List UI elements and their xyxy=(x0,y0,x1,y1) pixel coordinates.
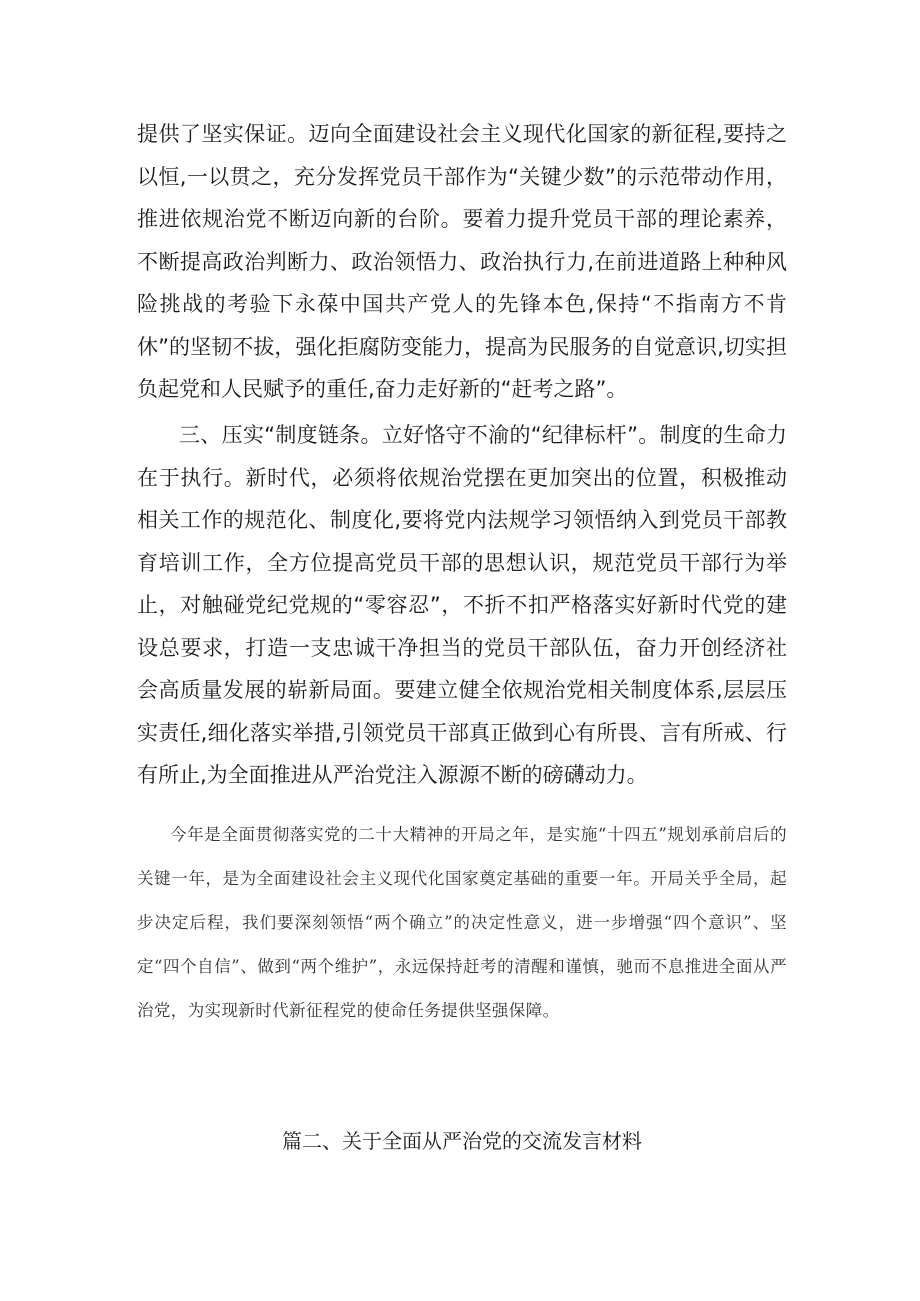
section-heading: 篇二、关于全面从严治党的交流发言材料 xyxy=(282,1129,642,1153)
body-paragraph-2: 三、压实“制度链条。立好恪守不渝的“纪律标杆”。制度的生命力在于执行。新时代，必须将依规治党摆在更加突出的位置，积极推动相关工作的规范化、制度化,要将党内法规学习领悟纳入到党员干部教育培训工作，全方位提高党员干部的思想认识，规范党员干部行为举止，对触碰党纪党规的“零容忍”，不折不扣严格落实好新时代党的建设总要求，打造一支忠诚干净担当的党员干部队伍，奋力开创经济社会高质量发展的崭新局面。要建立健全依规治党相关制度体系,层层压实责任,细化落实举措,引领党员干部真正做到心有所畏、言有所戒、行有所止,为全面推进从严治党注入源源不断的磅礴动力。 xyxy=(137,423,787,787)
body-paragraph-1: 提供了坚实保证。迈向全面建设社会主义现代化国家的新征程,要持之以恒,一以贯之，充分发挥党员干部作为“关键少数”的示范带动作用，推进依规治党不断迈向新的台阶。要着力提升党员干部的理论素养，不断提高政治判断力、政治领悟力、政治执行力,在前进道路上种种风险挑战的考验下永葆中国共产党人的先锋本色,保持“不指南方不肯休”的坚韧不拔，强化拒腐防变能力，提高为民服务的自觉意识,切实担负起党和人民赋予的重任,奋力走好新的“赶考之路”。 xyxy=(137,122,787,401)
body-paragraph-3: 今年是全面贯彻落实党的二十大精神的开局之年，是实施“十四五”规划承前启后的关键一年，是为全面建设社会主义现代化国家奠定基础的重要一年。开局关乎全局，起步决定后程，我们要深刻领悟“两个确立”的决定性意义，进一步增强“四个意识”、坚定“四个自信”、做到“两个维护”，永远保持赶考的清醒和谨慎，驰而不息推进全面从严治党，为实现新时代新征程党的使命任务提供坚强保障。 xyxy=(137,825,787,1020)
